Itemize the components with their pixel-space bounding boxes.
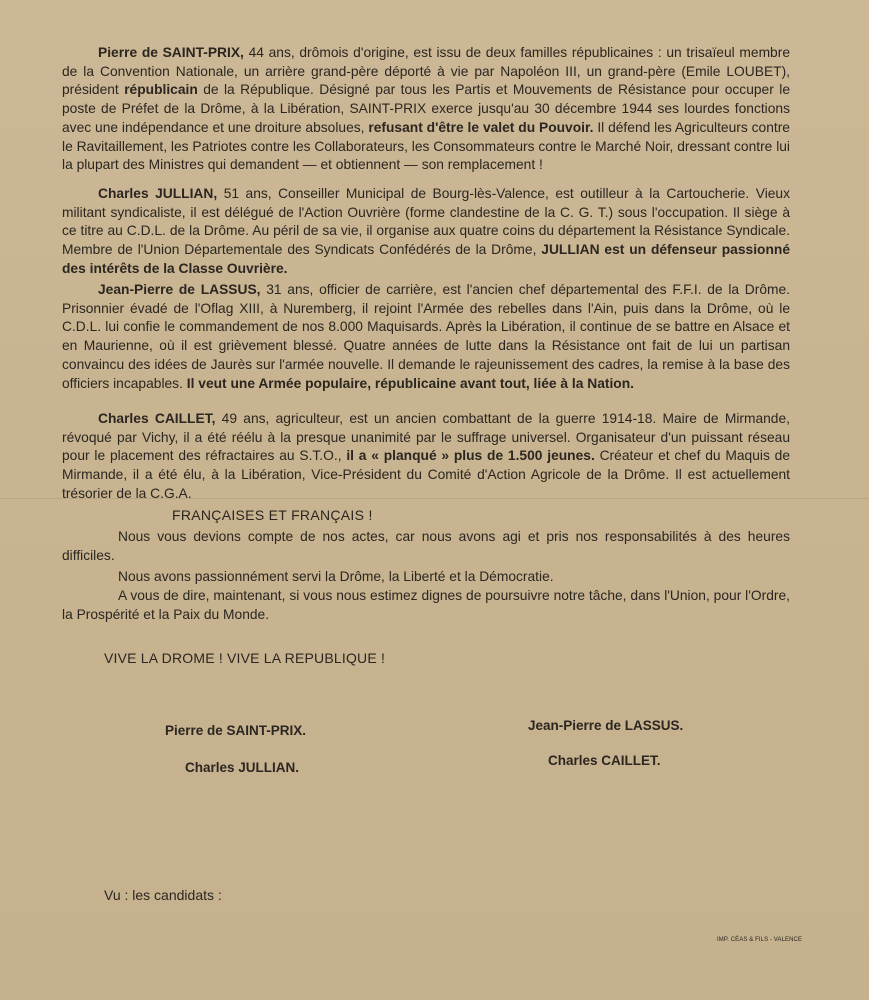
appeal-line-1: Nous vous devions compte de nos actes, car nous avons agi et pris nos responsabilités à des heures difficiles. (62, 529, 790, 563)
appeal-line-3: A vous de dire, maintenant, si vous nous estimez dignes de poursuivre notre tâche, dans l'Union, pour l'Ordre, la Prospérité et la Paix du Monde. (62, 588, 790, 622)
bold-run: Pierre de SAINT-PRIX, (98, 45, 244, 60)
bold-run: Jean-Pierre de LASSUS, (98, 282, 261, 297)
bold-run: Charles JULLIAN, (98, 186, 218, 201)
text-run: 31 ans, officier de carrière, est l'ancien chef départemental des F.F.I. de la Drôme. Prisonnier évadé de l'Oflag XIII, à Nuremberg, il rejoint l'Armée des rebelles dans l'Ain, puis dans la Drôme, où le C.D.L. lui confie le commandement de nos 8.000 Maquisards. Après la Libération, il continue de se battre en Alsace et en Maurienne, où il est grièvement blessé. Quatre années de lutte dans la Résistance ont fait de lui un partisan convaincu des idées de Jaurès sur l'armée nouvelle. Il demande le rajeunissement des cadres, la remise à la base des officiers incapables. (62, 282, 791, 391)
bold-run: républicain (124, 82, 198, 98)
signature-saint-prix: Pierre de SAINT-PRIX. (165, 723, 307, 738)
appeal-line-2: Nous avons passionnément servi la Drôme, la Liberté et la Démocratie. (118, 569, 554, 584)
text-run: Il défend les Agriculteurs contre le Ravitaillement, les Patriotes contre les Collaborateurs, les Consommateurs contre le Marché Noir, dressant contre lui la plupart des Ministres qui demandent — et obtiennent — son remplacement ! (62, 119, 790, 173)
text-run: 44 ans, drômois d'origine, est issu de deux familles républicaines : un trisaïeul membre de la Convention Nationale, un arrière grand-père déporté à vie par Napoléon III, un grand-père (Emile LOUBET), président (62, 45, 790, 98)
slogan: VIVE LA DROME ! VIVE LA REPUBLIQUE ! (104, 650, 386, 666)
text-run: 51 ans, Conseiller Municipal de Bourg-lès-Valence, est outilleur à la Cartoucherie. Vieux militant syndicaliste, il est délégué de l'Action Ouvrière (forme clandestine de la C. G. T.) sous l'occupation. Il siège à ce titre au C.D.L. de la Drôme. Au péril de sa vie, il organise aux quatre coins du département la Résistance Syndicale. Membre de l'Union Départementale des Syndicats Confédérés de la Drôme, (62, 186, 790, 258)
bold-run: il a « planqué » plus de 1.500 jeunes. (346, 448, 595, 464)
bold-run: JULLIAN est un défenseur passionné des intérêts de la Classe Ouvrière. (62, 242, 790, 276)
bio-jullian (62, 185, 790, 279)
bio-saint-prix (62, 44, 790, 175)
text-run: 49 ans, agriculteur, est un ancien combattant de la guerre 1914-18. Maire de Mirmande, révoqué par Vichy, il a été réélu à la presque unanimité par le suffrage universel. Organisateur d'un puissant réseau pour le placement des réfractaires au S.T.O., (62, 411, 790, 464)
appeal-heading: FRANÇAISES ET FRANÇAIS ! (172, 507, 373, 523)
bold-run: refusant d'être le valet du Pouvoir. (368, 119, 594, 135)
signature-lassus: Jean-Pierre de LASSUS. (528, 718, 684, 733)
text-run: Créateur et chef du Maquis de Mirmande, il a été élu, à la Libération, Vice-Président du Comité d'Action Agricole de la Drôme. Il est actuellement trésorier de la C.G.A. (62, 448, 790, 501)
bold-run: Il veut une Armée populaire, républicaine avant tout, liée à la Nation. (186, 375, 634, 391)
bold-run: Charles CAILLET, (98, 411, 216, 426)
signature-jullian: Charles JULLIAN. (185, 760, 300, 775)
vu-candidats: Vu : les candidats : (104, 887, 222, 903)
bio-caillet (62, 410, 790, 504)
text-run: de la République. Désigné par tous les Partis et Mouvements de Résistance pour occuper le poste de Préfet de la Drôme, à la Libération, SAINT-PRIX exerce jusqu'au 30 décembre 1944 ses lourdes fonctions avec une indépendance et une droiture absolues, (62, 82, 790, 135)
signature-caillet: Charles CAILLET. (548, 753, 661, 768)
bio-lassus (62, 281, 790, 393)
printer-imprint: IMP. CÉAS & FILS - VALENCE (717, 937, 803, 943)
